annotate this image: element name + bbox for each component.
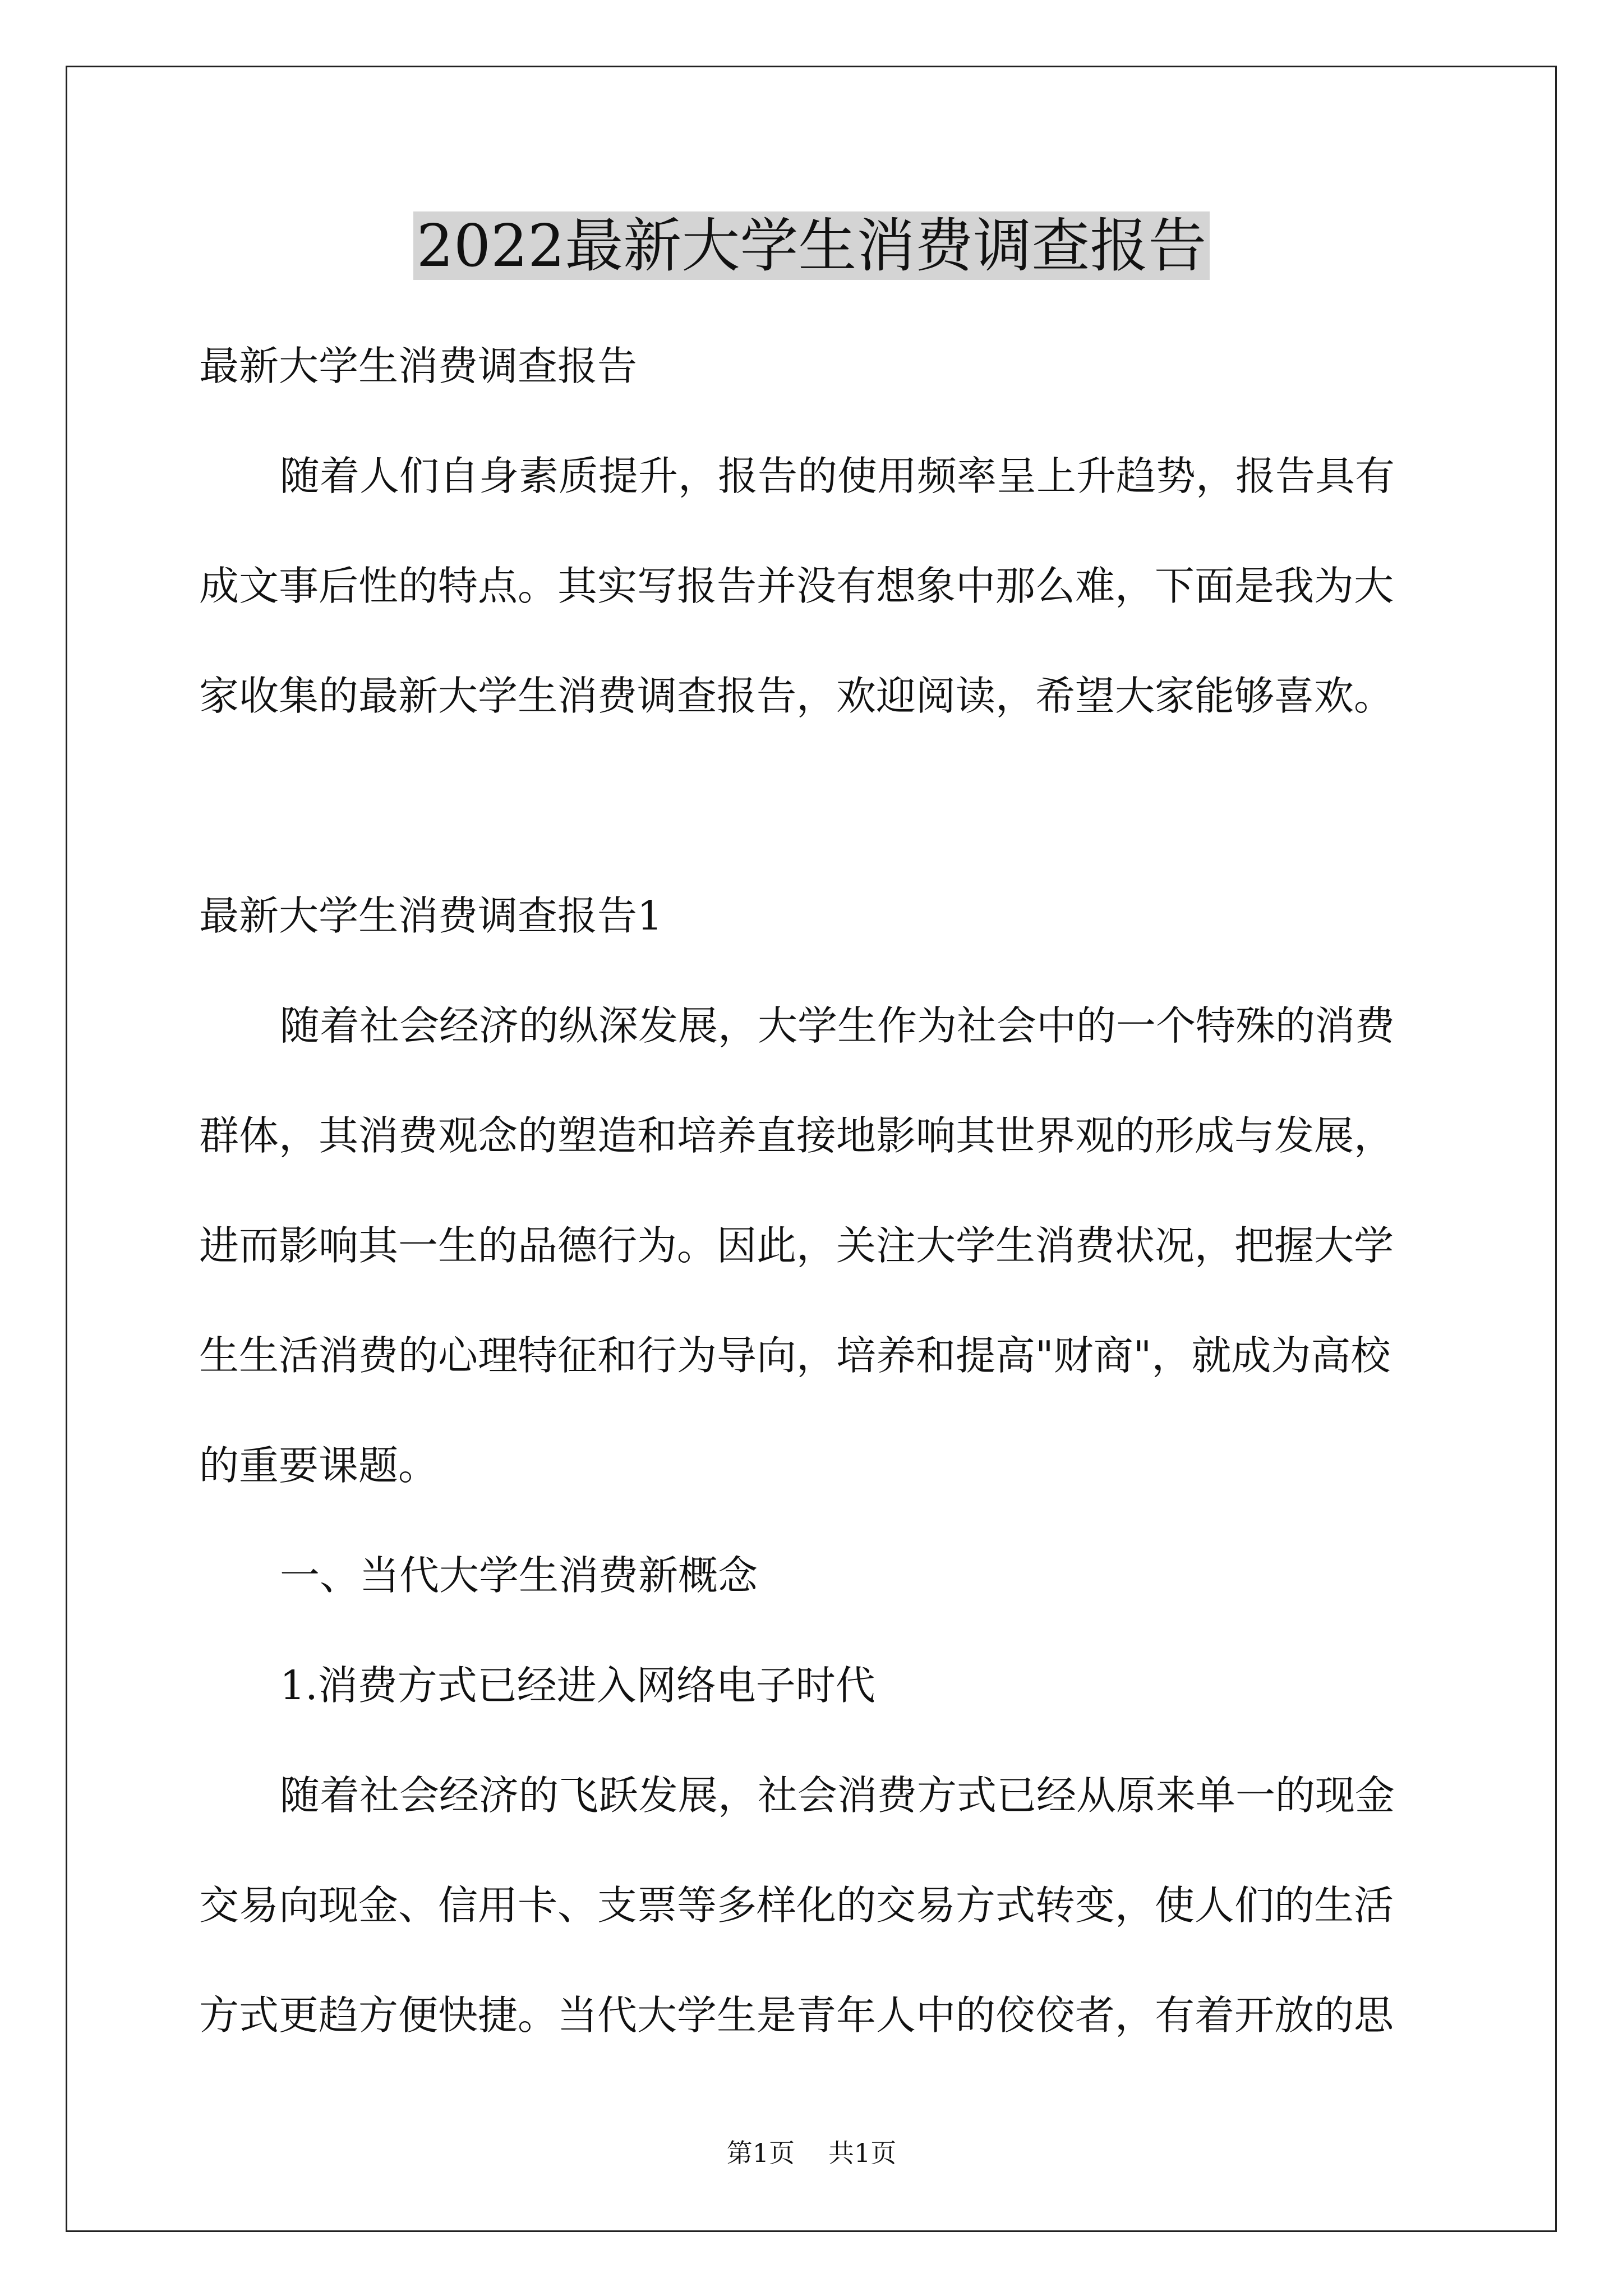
page-number-current: 第1页 bbox=[726, 2138, 795, 2168]
document-title bbox=[0, 206, 1623, 285]
document-body bbox=[199, 311, 1427, 2070]
paragraph-line: 进而影响其一生的品德行为。因此，关注大学生消费状况，把握大学 bbox=[199, 1222, 1394, 1269]
subheading: 1.消费方式已经进入网络电子时代 bbox=[280, 1662, 875, 1709]
paragraph-line: 生生活消费的心理特征和行为导向，培养和提高"财商"，就成为高校 bbox=[199, 1332, 1391, 1379]
paragraph-line: 随着人们自身素质提升，报告的使用频率呈上升趋势，报告具有 bbox=[280, 453, 1395, 499]
paragraph-line: 交易向现金、信用卡、支票等多样化的交易方式转变，使人们的生活 bbox=[199, 1882, 1394, 1929]
section-heading: 最新大学生消费调查报告1 bbox=[199, 892, 663, 939]
page-number-total: 共1页 bbox=[828, 2138, 897, 2168]
paragraph-line: 的重要课题。 bbox=[199, 1442, 439, 1489]
paragraph-line: 方式更趋方便快捷。当代大学生是青年人中的佼佼者，有着开放的思 bbox=[199, 1992, 1394, 2039]
paragraph-line: 家收集的最新大学生消费调查报告，欢迎阅读，希望大家能够喜欢。 bbox=[199, 673, 1394, 719]
paragraph-line: 随着社会经济的飞跃发展，社会消费方式已经从原来单一的现金 bbox=[280, 1772, 1395, 1819]
paragraph-line: 成文事后性的特点。其实写报告并没有想象中那么难，下面是我为大 bbox=[199, 563, 1394, 609]
page-footer bbox=[0, 2136, 1623, 2170]
document-title-text: 2022最新大学生消费调查报告 bbox=[413, 211, 1210, 280]
section-heading: 最新大学生消费调查报告 bbox=[199, 343, 638, 389]
paragraph-line: 群体，其消费观念的塑造和培养直接地影响其世界观的形成与发展， bbox=[199, 1112, 1394, 1159]
subheading: 一、当代大学生消费新概念 bbox=[280, 1552, 758, 1599]
blank-line bbox=[199, 751, 1427, 861]
paragraph-line: 随着社会经济的纵深发展，大学生作为社会中的一个特殊的消费 bbox=[280, 1002, 1395, 1049]
